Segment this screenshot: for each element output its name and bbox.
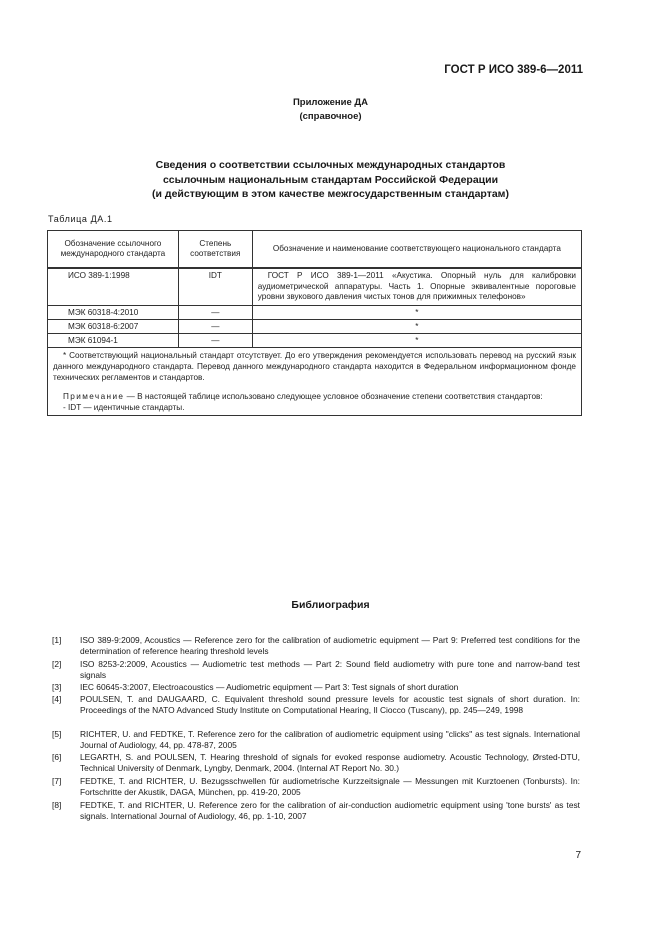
table-label: Таблица ДА.1	[48, 214, 113, 224]
cell-degree: —	[178, 305, 252, 319]
bibliography-number: [7]	[52, 776, 62, 786]
main-title-line: ссылочным национальным стандартам Российской Федерации	[162, 173, 499, 186]
bibliography-text: ISO 389-9:2009, Acoustics — Reference zero for the calibration of audiometric equipment — Part 9: Preferred test conditions for the determination of reference hearing threshold levels	[80, 635, 580, 656]
bibliography-number: [5]	[52, 729, 62, 739]
bibliography-item	[52, 800, 580, 821]
table-row	[48, 333, 582, 347]
bibliography-number: [1]	[52, 635, 62, 645]
cell-degree: —	[178, 333, 252, 347]
page-number: 7	[575, 850, 581, 861]
cell-reference: МЭК 60318-4:2010	[48, 305, 179, 319]
note-text: — В настоящей таблице использовано следующее условное обозначение степени соответствия стандартов:	[124, 391, 543, 401]
annex-subtitle: (справочное)	[299, 111, 362, 122]
bibliography-item	[52, 659, 580, 680]
bibliography-text: IEC 60645-3:2007, Electroacoustics — Audiometric equipment — Part 3: Test signals of short duration	[80, 682, 459, 692]
table-footnote: * Соответствующий национальный стандарт отсутствует. До его утверждения рекомендуется использовать перевод на русский язык данного международного стандарта. Перевод данного международного стандарта находится в Федеральном информационном фонде технических регламентов и стандартов.	[53, 350, 576, 382]
bibliography-item	[52, 635, 580, 656]
bibliography-number: [3]	[52, 682, 62, 692]
cell-degree: IDT	[178, 268, 252, 305]
table-notes	[48, 347, 582, 415]
table-note	[53, 391, 576, 402]
bibliography-item	[52, 752, 580, 773]
note-item: - IDT — идентичные стандарты.	[63, 402, 185, 412]
annex-title: Приложение ДА	[292, 97, 369, 108]
bibliography-title: Библиография	[291, 599, 370, 611]
header-national-standard: Обозначение и наименование соответствующего национального стандарта	[252, 231, 581, 269]
bibliography-item	[52, 694, 580, 715]
table-row	[48, 305, 582, 319]
cell-reference: МЭК 61094-1	[48, 333, 179, 347]
bibliography-text: ISO 8253-2:2009, Acoustics — Audiometric test methods — Part 2: Sound field audiometry with pure tone and narrow-band test signals	[80, 659, 580, 680]
bibliography-text: LEGARTH, S. and POULSEN, T. Hearing threshold of signals for evoked response audiometry. Acoustic Technology, Ørsted-DTU, Technical University of Denmark, Lyngby, Denmark, 2004. (Internal AT Report No. 30.)	[80, 752, 580, 773]
bibliography-item	[52, 776, 580, 797]
table-notes-row	[48, 347, 582, 415]
cell-national: ГОСТ Р ИСО 389-1—2011 «Акустика. Опорный нуль для калибровки аудиометрической аппаратуры. Часть 1. Опорные эквивалентные пороговые уровни звукового давления чистых тонов для прижимных телефонов»	[252, 268, 581, 305]
main-title-line: (и действующим в этом качестве межгосударственным стандартам)	[152, 188, 509, 200]
bibliography-text: FEDTKE, T. and RICHTER, U. Bezugsschwellen für audiometrische Kurzzeitsignale — Messungen mit Kurztoenen (Tonbursts). In: Fortschritte der Akustik, DAGA, München, pp. 419-20, 2005	[80, 776, 580, 797]
cell-national: *	[252, 333, 581, 347]
table-header-row	[48, 231, 582, 269]
bibliography-item	[52, 682, 580, 693]
main-title	[60, 158, 601, 202]
cell-national: *	[252, 319, 581, 333]
bibliography-item	[52, 729, 580, 750]
table-row	[48, 319, 582, 333]
bibliography-number: [6]	[52, 752, 62, 762]
cell-degree: —	[178, 319, 252, 333]
note-label: Примечание	[63, 391, 125, 401]
bibliography-number: [2]	[52, 659, 62, 669]
table-row	[48, 268, 582, 305]
cell-reference: МЭК 60318-6:2007	[48, 319, 179, 333]
bibliography-text: FEDTKE, T. and RICHTER, U. Reference zero for the calibration of air-conduction audiometric equipment using 'tone bursts' as test signals. International Journal of Audiology, 46, pp. 1-10, 2007	[80, 800, 580, 821]
document-id: ГОСТ Р ИСО 389-6—2011	[444, 64, 583, 76]
header-reference-standard: Обозначение ссылочного международного стандарта	[48, 231, 179, 269]
main-title-line: Сведения о соответствии ссылочных международных стандартов	[155, 159, 506, 171]
bibliography-number: [8]	[52, 800, 62, 810]
cell-national: *	[252, 305, 581, 319]
bibliography-number: [4]	[52, 694, 62, 704]
bibliography-text: POULSEN, T. and DAUGAARD, C. Equivalent threshold sound pressure levels for acoustic test signals of short duration. In: Proceedings of the NATO Advanced Study Institute on Computational Hearing, Il Ciocco (Tuscany), pp. 245—249, 1998	[80, 694, 580, 715]
header-degree: Степень соответствия	[178, 231, 252, 269]
cell-reference: ИСО 389-1:1998	[48, 268, 179, 305]
bibliography-text: RICHTER, U. and FEDTKE, T. Reference zero for the calibration of audiometric equipment using "clicks" as test signals. International Journal of Audiology, 44, pp. 478-87, 2005	[80, 729, 580, 750]
correspondence-table	[47, 230, 582, 416]
